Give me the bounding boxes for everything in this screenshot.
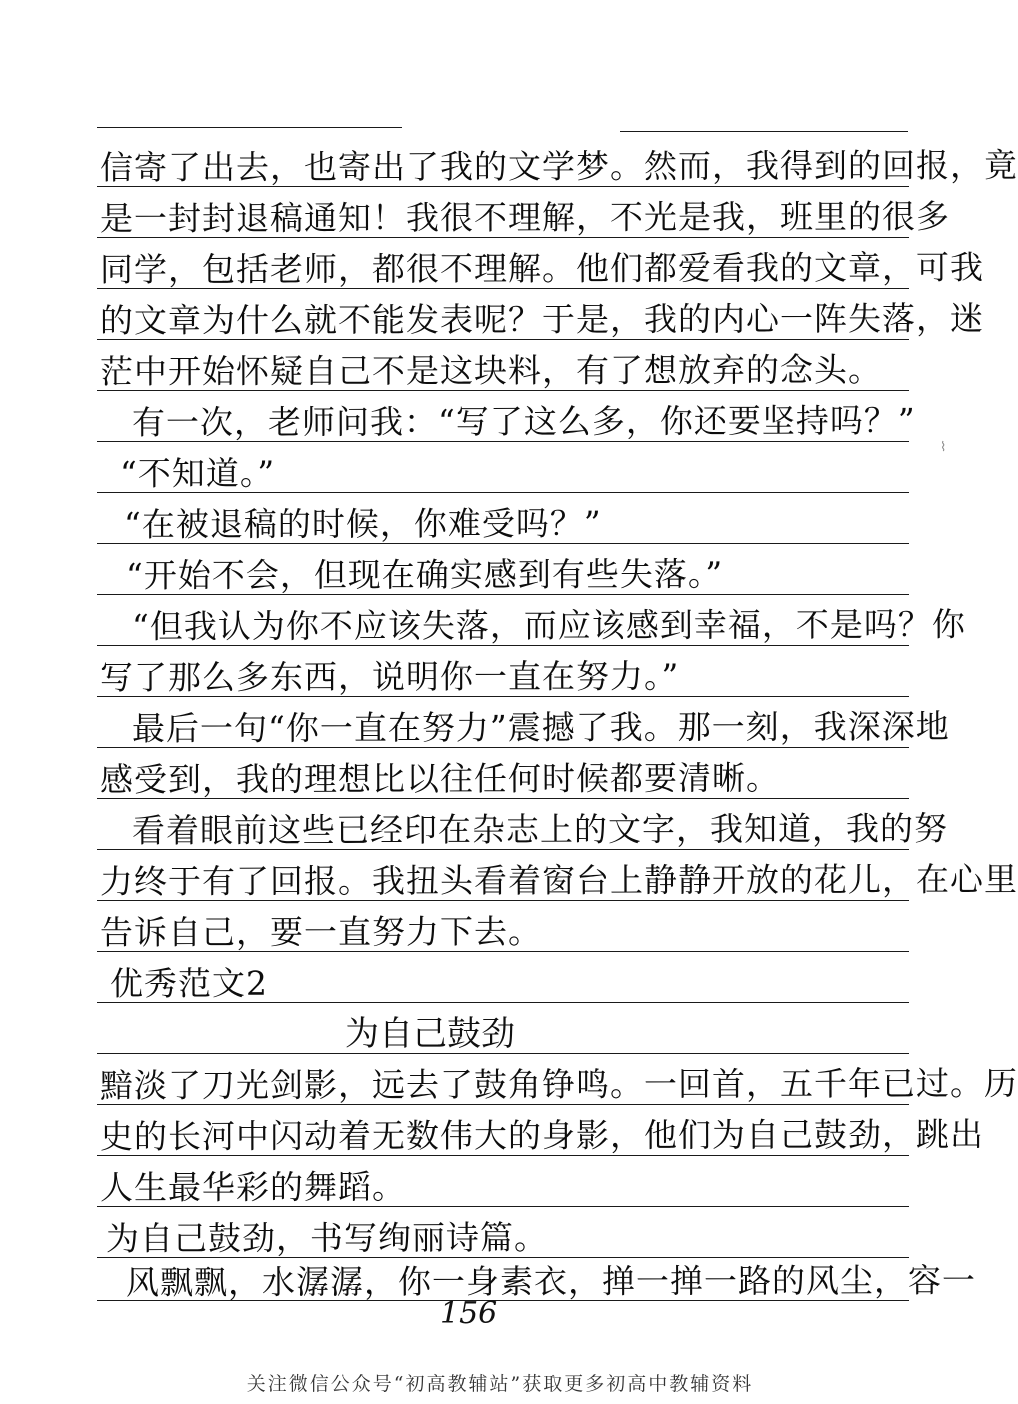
paragraph-line: “不知道。”: [119, 453, 276, 493]
paragraph-line: 的文章为什么就不能发表呢？于是，我的内心一阵失落，迷: [99, 298, 985, 341]
top-rule-left: [97, 127, 402, 128]
paragraph-line: “开始不会，但现在确实感到有些失落。”: [125, 554, 724, 595]
paragraph-line: 写了那么多东西，说明你一直在努力。”: [99, 656, 680, 698]
section-heading: 优秀范文2: [109, 963, 269, 1004]
paragraph-line: 有一次，老师问我：“写了这么多，你还要坚持吗？”: [131, 400, 916, 442]
paragraph-line: 最后一句“你一直在努力”震撼了我。那一刻，我深深地: [131, 706, 950, 748]
paragraph-line: 力终于有了回报。我扭头看着窗台上静静开放的花儿，在心里: [99, 859, 1018, 902]
paragraph-line: “但我认为你不应该失落，而应该感到幸福，不是吗？你: [131, 604, 966, 646]
paragraph-line: 信寄了出去，也寄出了我的文学梦。然而，我得到的回报，竟: [99, 145, 1018, 188]
paragraph-line: 茫中开始怀疑自己不是这块料，有了想放弃的念头。: [99, 350, 883, 392]
essay-title: 为自己鼓劲: [345, 1014, 515, 1054]
essay-line: 风飘飘，水潺潺，你一身素衣，掸一掸一路的风尘，容一: [125, 1260, 977, 1302]
paragraph-line: 是一封封退稿通知！我很不理解，不光是我，班里的很多: [99, 196, 951, 239]
paragraph-line: 看着眼前这些已经印在杂志上的文字，我知道，我的努: [131, 808, 949, 850]
margin-scribble: ⌇: [940, 440, 947, 455]
page-number: 156: [440, 1296, 498, 1331]
essay-line: 黯淡了刀光剑影，远去了鼓角铮鸣。一回首，五千年已过。历: [99, 1063, 1018, 1106]
paragraph-line: 同学，包括老师，都很不理解。他们都爱看我的文章，可我: [99, 247, 985, 290]
paragraph-line: 感受到，我的理想比以往任何时候都要清晰。: [99, 758, 781, 800]
essay-line: 为自己鼓劲，书写绚丽诗篇。: [105, 1217, 549, 1259]
top-rule-right: [620, 131, 908, 132]
footer-notice: 关注微信公众号“初高教辅站”获取更多初高中教辅资料: [246, 1373, 754, 1395]
paragraph-line: “在被退稿的时候，你难受吗？”: [123, 503, 602, 544]
paragraph-line: 告诉自己，要一直努力下去。: [99, 911, 543, 953]
essay-line: 史的长河中闪动着无数伟大的身影，他们为自己鼓劲，跳出: [99, 1114, 985, 1157]
essay-line: 人生最华彩的舞蹈。: [99, 1167, 407, 1208]
